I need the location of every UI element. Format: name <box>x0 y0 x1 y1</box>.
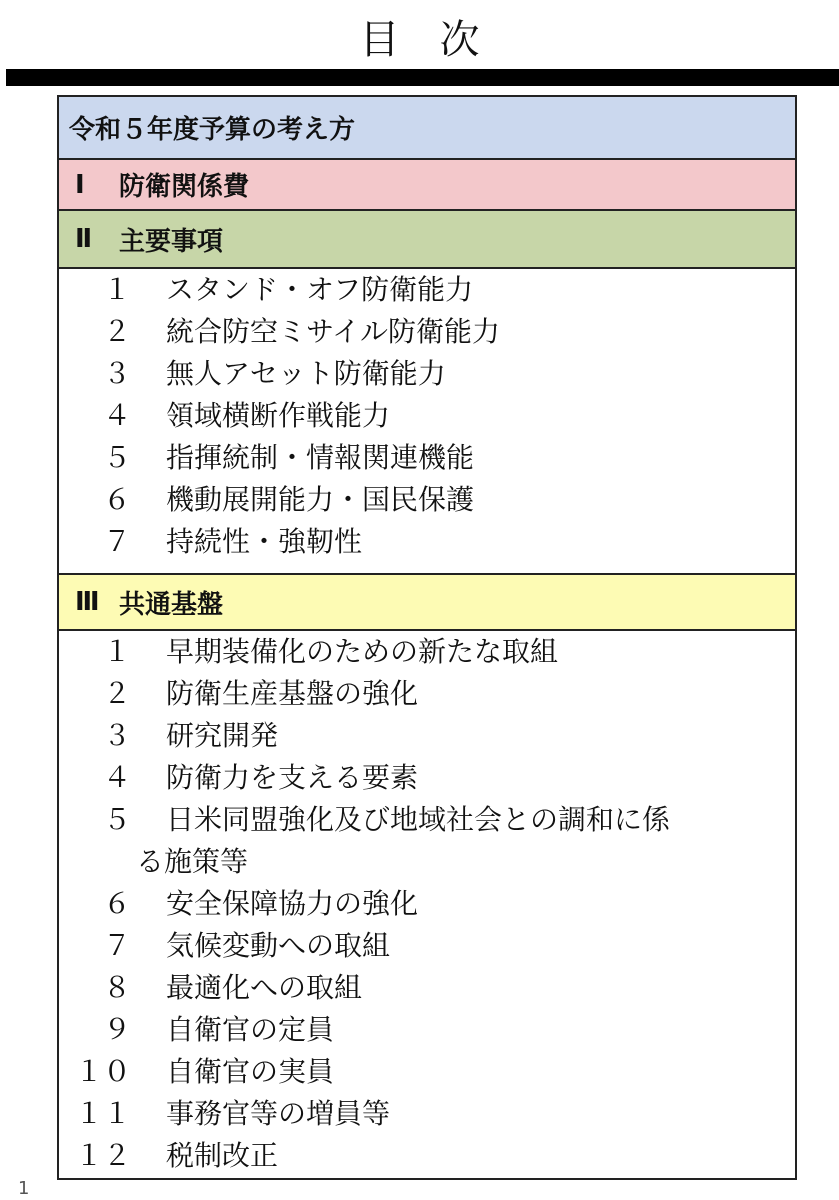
item-label: 研究開発 <box>166 719 279 752</box>
item-label: スタンド・オフ防衛能力 <box>166 273 474 306</box>
item-label: 事務官等の増員等 <box>166 1097 391 1130</box>
list-item[interactable] <box>59 715 795 757</box>
item-number: ６ <box>102 483 131 516</box>
item-label: 安全保障協力の強化 <box>166 887 419 920</box>
header-label: 令和５年度予算の考え方 <box>69 115 356 145</box>
list-item[interactable] <box>59 269 795 311</box>
item-number: １０ <box>74 1055 131 1088</box>
title-rule <box>6 69 839 86</box>
toc-table <box>57 95 797 1180</box>
item-label: 早期装備化のための新たな取組 <box>166 635 559 668</box>
item-number: ５ <box>102 441 131 474</box>
item-number: ３ <box>102 719 131 752</box>
item-number: ４ <box>102 399 131 432</box>
title-char-1: 目 <box>359 17 400 63</box>
page-title <box>0 10 839 70</box>
item-label: 自衛官の定員 <box>166 1013 335 1046</box>
item-number: １２ <box>74 1139 131 1172</box>
item-label: 日米同盟強化及び地域社会との調和に係 <box>166 803 671 836</box>
list-item[interactable] <box>59 631 795 673</box>
item-number: １ <box>102 635 131 668</box>
list-item[interactable] <box>59 479 795 521</box>
item-label: 防衛力を支える要素 <box>166 761 419 794</box>
list-item[interactable] <box>59 311 795 353</box>
item-number: ２ <box>102 677 131 710</box>
section-number: Ⅲ <box>75 587 100 617</box>
list-item[interactable] <box>59 353 795 395</box>
item-label: 統合防空ミサイル防衛能力 <box>166 315 501 348</box>
item-number: １ <box>102 273 131 306</box>
section-2-items <box>59 269 795 563</box>
section-label: 防衛関係費 <box>119 172 250 202</box>
item-number: ２ <box>102 315 131 348</box>
list-item[interactable] <box>59 1135 795 1177</box>
item-number: ９ <box>102 1013 131 1046</box>
section-label: 主要事項 <box>119 226 224 257</box>
toc-section-2[interactable] <box>59 211 795 269</box>
item-number: ８ <box>102 971 131 1004</box>
list-item[interactable] <box>59 521 795 563</box>
list-item[interactable] <box>59 757 795 799</box>
list-item[interactable] <box>59 1009 795 1051</box>
item-number: ５ <box>102 803 131 836</box>
item-label: 領域横断作戦能力 <box>166 399 391 432</box>
list-item[interactable] <box>59 437 795 479</box>
item-number: ６ <box>102 887 131 920</box>
page-number: 1 <box>18 1178 30 1199</box>
list-item[interactable] <box>59 673 795 715</box>
section-number: Ⅰ <box>75 169 85 200</box>
list-item[interactable] <box>59 1051 795 1093</box>
item-number: ７ <box>102 525 131 558</box>
item-label: 自衛官の実員 <box>166 1055 335 1088</box>
item-number: ３ <box>102 357 131 390</box>
toc-header-budget-outline[interactable] <box>59 97 795 160</box>
item-label: 防衛生産基盤の強化 <box>166 677 419 710</box>
list-item[interactable] <box>59 925 795 967</box>
title-char-2: 次 <box>439 17 480 63</box>
section-3-items <box>59 631 795 1177</box>
item-label: 指揮統制・情報関連機能 <box>166 441 475 474</box>
list-item[interactable] <box>59 395 795 437</box>
list-item[interactable] <box>59 883 795 925</box>
item-label: 気候変動への取組 <box>166 929 391 962</box>
item-label: 無人アセット防衛能力 <box>166 357 446 390</box>
section-number: Ⅱ <box>75 224 93 254</box>
item-number: ４ <box>102 761 131 794</box>
item-label: 機動展開能力・国民保護 <box>166 483 475 516</box>
toc-section-3[interactable] <box>59 573 795 631</box>
item-number: ７ <box>102 929 131 962</box>
list-item[interactable] <box>59 967 795 1009</box>
list-item[interactable] <box>59 1093 795 1135</box>
item-number: １１ <box>74 1097 131 1130</box>
item-label: 税制改正 <box>166 1139 279 1172</box>
item-label: 最適化への取組 <box>166 971 363 1004</box>
item-label: 持続性・強靭性 <box>166 525 363 558</box>
list-item[interactable] <box>59 799 795 883</box>
item-label-continued: る施策等 <box>136 845 249 878</box>
toc-section-1[interactable] <box>59 160 795 211</box>
section-label: 共通基盤 <box>119 589 224 620</box>
